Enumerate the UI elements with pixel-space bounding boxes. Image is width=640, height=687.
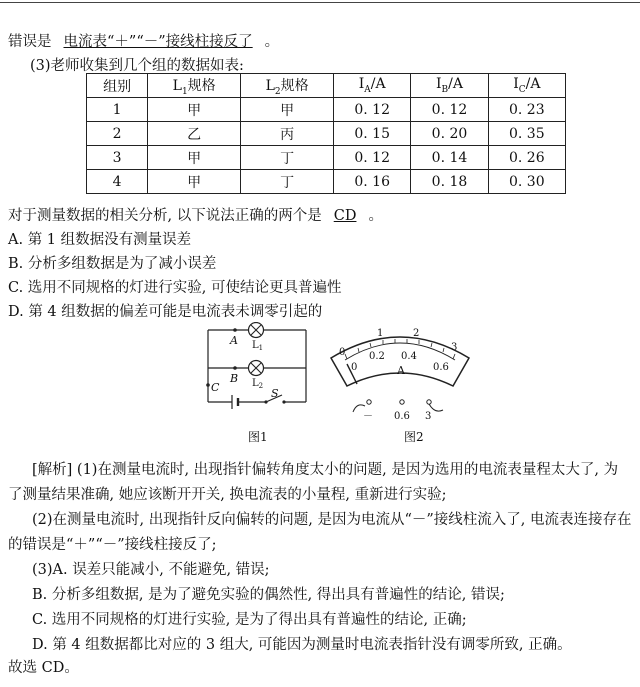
- circuit-diagram: [196, 322, 320, 426]
- terminal-minus: [367, 400, 371, 404]
- switch-contact: [282, 400, 285, 403]
- outer-scale-1: 1: [377, 328, 384, 339]
- answer-blank-2: CD: [333, 208, 357, 224]
- header-cell: $I_A/A$: [334, 74, 411, 98]
- question-line: 对于测量数据的相关分析, 以下说法正确的两个是 CD 。: [8, 208, 383, 224]
- analysis-part3d: D. 第 4 组数据都比对应的 3 组大, 可能因为测量时电流表指针没有调零所致, 正确。: [32, 637, 572, 653]
- inner-scale-06: 0.6: [433, 362, 449, 373]
- battery: [232, 395, 238, 409]
- inner-scale-04: 0.4: [401, 351, 417, 362]
- analysis-part3c: C. 选用不同规格的灯进行实验, 是为了得出具有普遍性的结论, 正确;: [32, 612, 467, 628]
- analysis-part2: (2)在测量电流时, 出现指针反向偏转的问题, 是因为电流从“－”接线柱流入了, 电流表连接存在的错误是“＋”“－”接线柱接反了;: [8, 512, 632, 553]
- junction-c: [206, 383, 210, 387]
- label-b: B: [230, 372, 239, 385]
- fig2-caption: 图2: [404, 430, 424, 444]
- analysis-part3a: (3)A. 误差只能减小, 不能避免, 错误;: [32, 562, 270, 578]
- table-row: 1 甲 甲 0. 12 0. 12 0. 23: [87, 98, 566, 122]
- option-a: A. 第 1 组数据没有测量误差: [8, 232, 192, 248]
- ammeter-diagram: [325, 322, 475, 426]
- analysis-conclusion: 故选 CD。: [8, 660, 79, 676]
- header-cell: $I_C/A$: [488, 74, 565, 98]
- part3-intro: (3)老师收集到几个组的数据如表:: [30, 58, 244, 74]
- table-row: 3 甲 丁 0. 12 0. 14 0. 26: [87, 146, 566, 170]
- header-cell: 组别: [87, 74, 148, 98]
- answer-line-1: 错误是 电流表“＋”“－”接线柱接反了 。: [8, 30, 279, 51]
- data-table: [86, 73, 566, 194]
- outer-scale-3: 3: [451, 342, 458, 353]
- lamp-l2: [249, 361, 264, 376]
- top-rule: [0, 2, 640, 3]
- outer-zero: 0: [339, 347, 346, 358]
- inner-zero: 0: [351, 362, 358, 373]
- label-a: A: [230, 334, 238, 347]
- terminal-label-3: 3: [425, 411, 432, 422]
- analysis-part1: [解析] (1)在测量电流时, 出现指针偏转角度太小的问题, 是因为选用的电流表量程太大了, 为了测量结果准确, 她应该断开开关, 换电流表的小量程, 重新进行实验;: [8, 462, 619, 503]
- terminal-3: [427, 400, 431, 404]
- label-c: C: [211, 381, 220, 394]
- header-cell: $L_1$规格: [148, 74, 241, 98]
- option-c: C. 选用不同规格的灯进行实验, 可使结论更具普遍性: [8, 280, 342, 296]
- fig1-caption: 图1: [248, 430, 268, 444]
- header-cell: $I_B/A$: [411, 74, 488, 98]
- table-row: 2 乙 丙 0. 15 0. 20 0. 35: [87, 122, 566, 146]
- meter-symbol: A: [397, 364, 405, 377]
- terminal-label-minus: －: [363, 411, 373, 422]
- label-l2: $L_2$: [252, 378, 264, 390]
- junction-a: [233, 328, 237, 332]
- outer-scale-2: 2: [413, 328, 420, 339]
- option-d: D. 第 4 组数据的偏差可能是电流表未调零引起的: [8, 304, 323, 320]
- junction-b: [233, 366, 237, 370]
- inner-scale-02: 0.2: [369, 351, 385, 362]
- option-b: B. 分析多组数据是为了减小误差: [8, 256, 217, 272]
- header-cell: $L_2$规格: [241, 74, 334, 98]
- switch-pivot: [264, 400, 267, 403]
- terminal-label-06: 0.6: [394, 411, 410, 422]
- terminal-06: [400, 400, 404, 404]
- label-l1: $L_1$: [252, 340, 264, 352]
- table-header-row: [87, 74, 566, 98]
- answer-blank-1: 电流表“＋”“－”接线柱接反了: [63, 34, 253, 50]
- lamp-l1: [249, 323, 264, 338]
- label-s: S: [271, 387, 279, 400]
- table-row: 4 甲 丁 0. 16 0. 18 0. 30: [87, 170, 566, 194]
- analysis-part3b: B. 分析多组数据, 是为了避免实验的偶然性, 得出具有普遍性的结论, 错误;: [32, 587, 505, 603]
